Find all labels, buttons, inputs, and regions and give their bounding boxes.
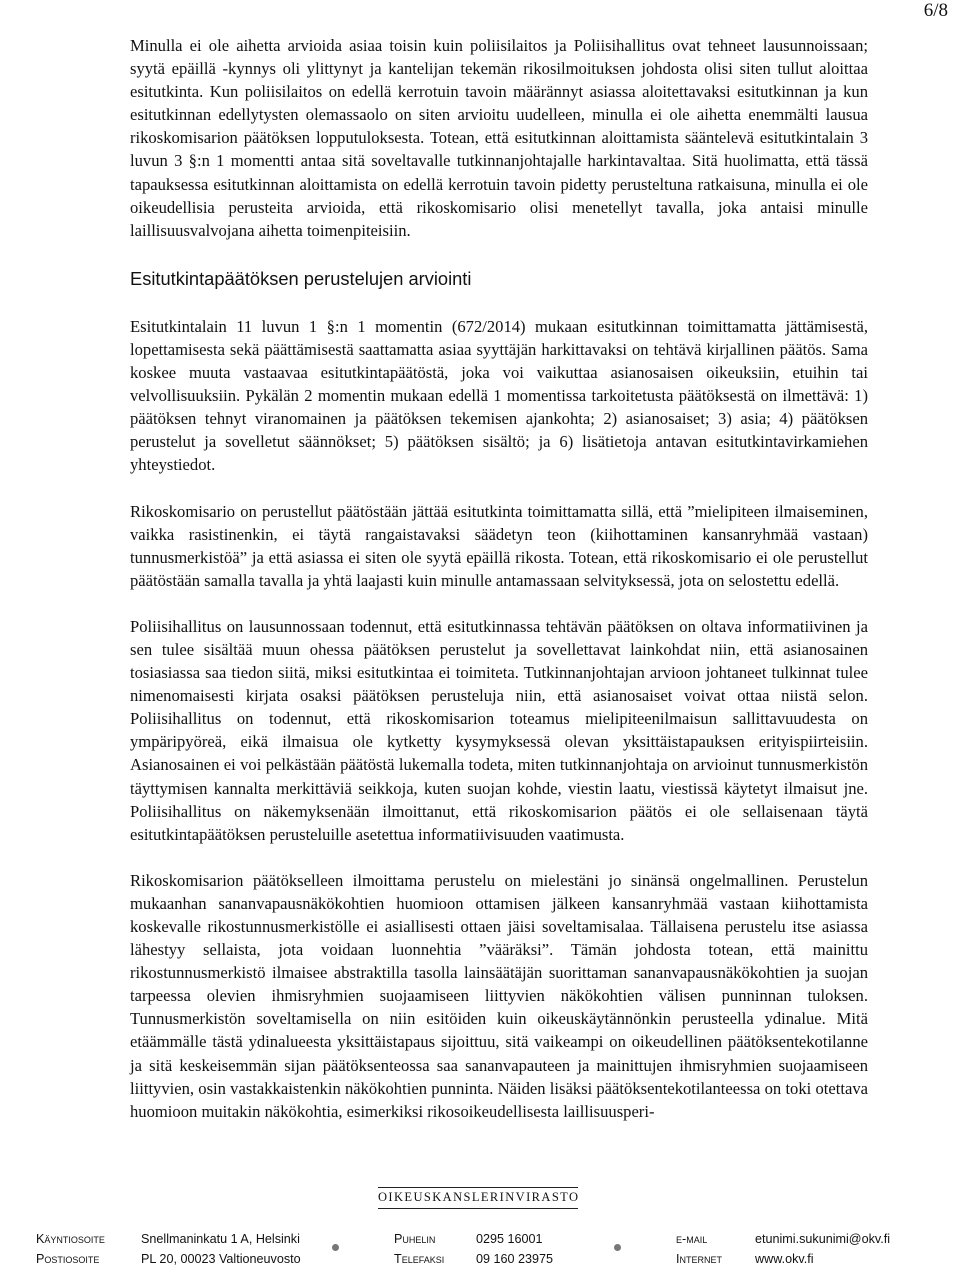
email-address[interactable]: etunimi.sukunimi@okv.fi	[755, 1232, 891, 1246]
postal-address: PL 20, 00023 Valtioneuvosto	[141, 1252, 301, 1266]
internet-label: Internet	[676, 1252, 722, 1266]
phone-number: 0295 16001	[476, 1232, 543, 1246]
section-heading: Esitutkintapäätöksen perustelujen arviointi	[130, 267, 472, 289]
footer-bullet-icon	[332, 1244, 339, 1251]
footer-bullet-icon	[614, 1244, 621, 1251]
website-link[interactable]: www.okv.fi	[755, 1252, 814, 1266]
footer-divider-top	[378, 1187, 578, 1188]
footer-org-name: OIKEUSKANSLERINVIRASTO	[378, 1190, 580, 1204]
paragraph-assessment: Rikoskomisarion päätökselleen ilmoittama perustelu on mielestäni jo sinänsä ongelmallinen. Perustelun mukaanhan sananvapausnäkökohtien huomioon ottamisen jälkeen kansanryhmää vastaan kiihottamista koskevalle rikostunnusmerkistölle ei asiallisesti ottaen jäisi soveltamisalaa. Tällaisena perustelu itse asiassa lähestyy sellaista, jota voidaan luonnehtia ”vääräksi”. Tämän johdosta totean, että mainittu rikostunnusmerkistö ilmaisee abstraktilla tasolla lainsäätäjän suorittaman sananvapausnäkökohtien ja suojan tarpeessa olevien ihmisryhmien suojaamiseen liittyvien näkökohtien välisen punninnan tuloksen. Tunnusmerkistön soveltamisella on niin esitöiden kuin oikeuskäytännönkin perusteella ydinalue. Mitä etäämmälle tästä ydinalueesta yksittäistapaus sijoittuu, sitä vaikeampi on oikeudellinen päätöksentekotilanne ja sitä keskeisemmän sijan päätöksenteossa saa sananvapauteen ja mainittujen ihmisryhmien suojaamiseen liittyvien, osin vastakkaistenkin näkökohtien punninta. Näiden lisäksi päätöksentekotilanteessa on toki otettava huomioon muitakin näkökohtia, esimerkiksi rikosoikeudellisesta laillisuusperi-	[130, 870, 868, 1121]
paragraph-reasoning: Rikoskomisario on perustellut päätöstään jättää esitutkinta toimittamatta sillä, että ”mielipiteen ilmaiseminen, vaikka rasistinenkin, ei täytä rangaistavaksi säädetyn teon (kiihottaminen kansanryhmää vastaan) tunnusmerkistöä” ja että asiassa ei siten ole syytä epäillä rikosta. Totean, että rikoskomisario ei ole perustellut päätöstään samalla tavalla ja yhtä laajasti kuin minulle antamassaan selvityksessä, jota on selostettu edellä.	[130, 501, 868, 590]
paragraph-conclusion: Minulla ei ole aihetta arvioida asiaa toisin kuin poliisilaitos ja Poliisihallitus ovat tehneet lausunnoissaan; syytä epäillä -kynnys oli ylittynyt ja kantelijan tekemän rikosilmoituksen johdosta olisi siten tullut aloittaa esitutkinta. Kun poliisilaitos on edellä kerrotuin tavoin määrännyt asiassa aloitettavaksi esitutkinnan ja kun esitutkinnan edellytysten olemassaolo on siten arvioitu uudelleen, minulla ei ole aihetta enemmälti lausua rikoskomisarion päätöksen lopputuloksesta. Totean, että esitutkinnan aloittamista sääntelevä esitutkintalain 3 luvun 3 §:n 1 momentti antaa sitä soveltavalle tutkinnanjohtajalle harkintavaltaa. Sitä huolimatta, että tässä tapauksessa esitutkinnan aloittamista on edellä kerrotuin tavoin pidetty perusteltuna ratkaisuna, minulla ei ole oikeudellisia perusteita arvioida, että rikoskomisario olisi menetellyt tavalla, joka antaisi minulle laillisuusvalvojana aihetta toimenpiteisiin.	[130, 36, 868, 240]
visiting-address: Snellmaninkatu 1 A, Helsinki	[141, 1232, 300, 1246]
paragraph-police-board: Poliisihallitus on lausunnossaan todennut, että esitutkinnassa tehtävän päätöksen on oltava informatiivinen ja sen tulee sisältää muun ohessa päätöksen perustelut ja sovellettavat lainkohdat niin, että asianosainen tosiasiassa saa tiedon siitä, miksi esitutkintaa ei toimiteta. Tutkinnanjohtajan arvioon johtaneet tulkinnat tulee nimenomaisesti kirjata osaksi päätöksen perusteluja niin, että asianosaiset voivat ottaa niistä selon. Poliisihallitus on todennut, että rikoskomisarion toteamus mielipiteenilmaisun sallittavuudesta on ympäripyöreä, eikä ilmaisua ole kytketty kysymyksessä olevan yksittäistapauksen erityispiirteisiin. Asianosainen ei voi pelkästään päätöstä lukemalla todeta, miten tutkinnanjohtaja on arvioinut tunnusmerkistön täyttymisen kannalta merkittäviä seikkoja, kuten suojan kohde, viestin laatu, viestissä käytetyt ilmaisut jne. Poliisihallitus on näkemyksenään ilmoittanut, että rikoskomisarion päätös ei ole sellaisenaan täytä esitutkintapäätöksen perusteluille asetettua informatiivisuuden vaatimusta.	[130, 616, 868, 844]
paragraph-law: Esitutkintalain 11 luvun 1 §:n 1 momentin (672/2014) mukaan esitutkinnan toimittamatta jättämisestä, lopettamisesta sekä päättämisestä saattamatta asiaa syyttäjän harkittavaksi on tehtävä kirjallinen päätös. Sama koskee muuta vastaavaa esitutkintapäätöstä, joka voi vaikuttaa asianosaisen oikeuksiin, etuihin tai velvollisuuksiin. Pykälän 2 momentin mukaan edellä 1 momentissa tarkoitetusta päätöksestä on ilmettävä: 1) päätöksen tehnyt viranomainen ja päätöksen tekemisen ajankohta; 2) asianosaiset; 3) asia; 4) päätöksen perustelut ja sovelletut säännökset; 5) päätöksen sisältö; ja 6) lisätietoja antavan esitutkintavirkamiehen yhteystiedot.	[130, 316, 868, 475]
document-body	[130, 34, 868, 1123]
fax-label: Telefaksi	[394, 1252, 445, 1266]
fax-number: 09 160 23975	[476, 1252, 554, 1266]
visiting-address-label: Käyntiosoite	[36, 1232, 105, 1246]
postal-address-label: Postiosoite	[36, 1252, 100, 1266]
phone-label: Puhelin	[394, 1232, 436, 1246]
page-number: 6/8	[923, 0, 948, 21]
email-label: e-mail	[676, 1232, 708, 1246]
footer-divider-bottom	[378, 1208, 578, 1209]
